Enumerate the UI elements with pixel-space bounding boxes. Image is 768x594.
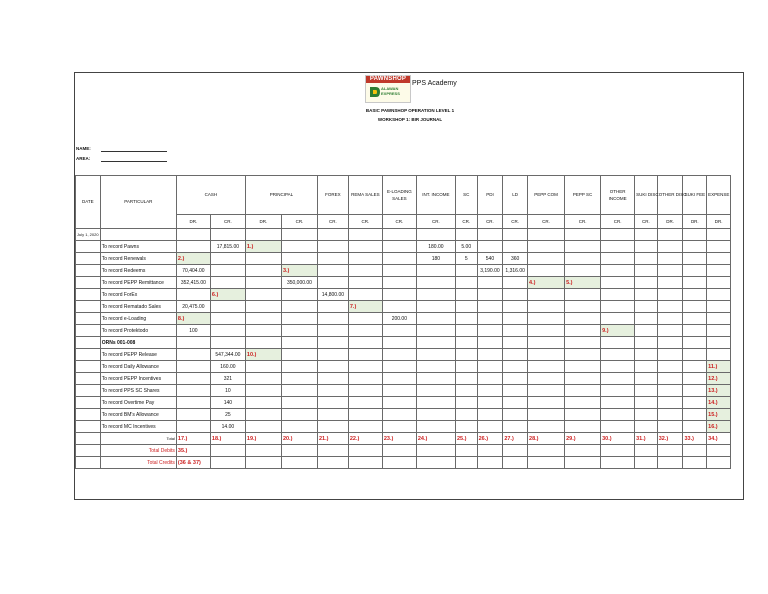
answer-ref: 30.): [602, 435, 612, 442]
journal-table: [75, 175, 731, 469]
row-particular: To record Redeems: [100, 265, 176, 277]
table-row: [76, 253, 731, 265]
row-particular: To record Rematado Sales: [100, 301, 176, 313]
table-row: [76, 421, 731, 433]
answer-ref: 2.): [177, 255, 185, 262]
row-particular: To record Pawns: [100, 241, 176, 253]
answer-ref: 5.): [566, 279, 573, 286]
total-credits-row: [76, 457, 731, 469]
table-row: [76, 385, 731, 397]
cash-cr-value: 140: [210, 397, 245, 409]
answer-ref: 26.): [478, 435, 489, 442]
pawnshop-logo: [365, 75, 411, 103]
answer-ref: 22.): [349, 435, 360, 442]
cash-cr-value: 547,344.00: [210, 349, 245, 361]
row-particular: To record ForEx: [100, 289, 176, 301]
cash-dr-value: 20,475.00: [176, 301, 210, 313]
answer-ref: 18.): [211, 435, 222, 442]
cash-cr-value: 160.00: [210, 361, 245, 373]
answer-ref: 6.): [211, 291, 219, 298]
col-pdi: PDI: [477, 176, 503, 215]
journal-sheet: [74, 72, 744, 500]
forex-value: 14,800.00: [317, 289, 348, 301]
total-debits-label: Total Debits: [100, 445, 176, 457]
col-date: DATE: [76, 176, 101, 229]
sub-cash-cr: CR.: [210, 215, 245, 229]
col-expense: EXPENSE: [707, 176, 731, 215]
col-suki-disc: SUKI DISC: [635, 176, 658, 215]
col-pepp-com: PEPP COM: [528, 176, 565, 215]
answer-ref: 16.): [708, 423, 718, 430]
table-row: [76, 337, 731, 349]
ld-value: 360: [503, 253, 528, 265]
answer-ref: 3.): [282, 267, 290, 274]
col-cash: CASH: [176, 176, 245, 215]
col-other-disc: OTHER DISC: [657, 176, 683, 215]
sub-rema-cr: CR.: [348, 215, 382, 229]
col-rema-sales: REMA SALES: [348, 176, 382, 215]
answer-ref: 19.): [246, 435, 257, 442]
principal-cr-value: 350,000.00: [281, 277, 317, 289]
row-particular: To record MC Incentives: [100, 421, 176, 433]
answer-ref: 13.): [708, 387, 718, 394]
answer-ref: 20.): [282, 435, 293, 442]
sc-value: 5.00: [455, 241, 477, 253]
col-principal: PRINCIPAL: [245, 176, 317, 215]
answer-ref: (36 & 37): [177, 459, 201, 466]
table-row: [76, 229, 731, 241]
table-row: [76, 361, 731, 373]
row-particular: To record Daily Allowance: [100, 361, 176, 373]
answer-ref: 32.): [658, 435, 669, 442]
answer-ref: 17.): [177, 435, 188, 442]
logo-title: PAWNSHOP: [366, 76, 410, 83]
answer-ref: 7.): [349, 303, 357, 310]
answer-ref: 29.): [566, 435, 576, 442]
col-sc: SC: [455, 176, 477, 215]
sub-eload-cr: CR.: [382, 215, 416, 229]
col-ld: LD: [503, 176, 528, 215]
sub-peppsc-cr: CR.: [565, 215, 601, 229]
table-row: [76, 301, 731, 313]
name-label: NAME:: [76, 146, 91, 151]
row-particular: To record Renewals: [100, 253, 176, 265]
col-pepp-sc: PEPP SC: [565, 176, 601, 215]
logo-mark-icon: [369, 85, 381, 99]
row-particular: To record BM's Allowance: [100, 409, 176, 421]
sub-other-cr: CR.: [601, 215, 635, 229]
academy-label: PPS Academy: [412, 80, 457, 87]
row-particular: To record Overtime Pay: [100, 397, 176, 409]
table-row: [76, 289, 731, 301]
row-particular: To record e-Loading: [100, 313, 176, 325]
sub-principal-cr: CR.: [281, 215, 317, 229]
cash-cr-value: 10: [210, 385, 245, 397]
doc-subtitle: WORKSHOP 1: BIR JOURNAL: [377, 117, 443, 122]
table-row: [76, 277, 731, 289]
answer-ref: 24.): [417, 435, 428, 442]
answer-ref: 9.): [602, 327, 609, 334]
answer-ref: 10.): [246, 351, 257, 358]
logo-sub-express: EXPRESS: [381, 91, 400, 96]
answer-ref: 25.): [456, 435, 467, 442]
row-particular: ORNs 001-008: [100, 337, 176, 349]
table-row: [76, 409, 731, 421]
sub-principal-dr: DR.: [245, 215, 281, 229]
answer-ref: 35.): [177, 447, 188, 454]
answer-ref: 31.): [636, 435, 646, 442]
answer-ref: 4.): [529, 279, 536, 286]
eloading-value: 200.00: [382, 313, 416, 325]
sub-ld-cr: CR.: [503, 215, 528, 229]
cash-cr-value: 17,815.00: [210, 241, 245, 253]
table-row: [76, 241, 731, 253]
answer-ref: 28.): [529, 435, 539, 442]
logo-sub-alawan: ALAWAN: [381, 86, 399, 91]
answer-ref: 14.): [708, 399, 718, 406]
row-particular: To record Protektodo: [100, 325, 176, 337]
row-particular: To record PEPP Release: [100, 349, 176, 361]
cash-cr-value: 321: [210, 373, 245, 385]
row-date: July 1, 2020: [76, 229, 101, 241]
int-income-value: 180.00: [416, 241, 455, 253]
col-forex: FOREX: [317, 176, 348, 215]
sub-otherdisc-dr: DR.: [657, 215, 683, 229]
table-row: [76, 265, 731, 277]
total-row: [76, 433, 731, 445]
answer-ref: 1.): [246, 243, 254, 250]
answer-ref: 34.): [708, 435, 718, 442]
table-row: [76, 313, 731, 325]
total-label: Total: [100, 433, 176, 445]
row-particular: To record PEPP Remittance: [100, 277, 176, 289]
row-particular: To record PPS SC Shares: [100, 385, 176, 397]
sc-value: 5: [455, 253, 477, 265]
col-particular: PARTICULAR: [100, 176, 176, 229]
table-row: [76, 325, 731, 337]
sub-peppcom-cr: CR.: [528, 215, 565, 229]
area-field[interactable]: [101, 161, 167, 162]
answer-ref: 21.): [318, 435, 329, 442]
sub-expense-dr: DR.: [707, 215, 731, 229]
col-int-income: INT. INCOME: [416, 176, 455, 215]
table-row: [76, 349, 731, 361]
sub-sukifee-dr: DR.: [683, 215, 707, 229]
ld-value: 1,316.00: [503, 265, 528, 277]
cash-dr-value: 100: [176, 325, 210, 337]
int-income-value: 180: [416, 253, 455, 265]
total-credits-label: Total Credits: [100, 457, 176, 469]
sub-cash-dr: DR.: [176, 215, 210, 229]
answer-ref: 12.): [708, 375, 718, 382]
area-label: AREA:: [76, 156, 91, 161]
cash-dr-value: 352,415.00: [176, 277, 210, 289]
sub-int-cr: CR.: [416, 215, 455, 229]
cash-cr-value: 14.00: [210, 421, 245, 433]
sub-sukidisc-cr: CR.: [635, 215, 658, 229]
pdi-value: 540: [477, 253, 503, 265]
total-debits-row: [76, 445, 731, 457]
answer-ref: 11.): [708, 363, 718, 370]
answer-ref: 8.): [177, 315, 185, 322]
row-particular: To record PEPP Incentives: [100, 373, 176, 385]
answer-ref: 15.): [708, 411, 718, 418]
pdi-value: 3,190.00: [477, 265, 503, 277]
table-row: [76, 373, 731, 385]
col-eloading: E-LOADING SALES: [382, 176, 416, 215]
col-suki-fee: SUKI FEE: [683, 176, 707, 215]
doc-title: BASIC PAWNSHOP OPERATION LEVEL 1: [365, 108, 455, 113]
name-field[interactable]: [101, 151, 167, 152]
answer-ref: 27.): [504, 435, 514, 442]
answer-ref: 23.): [383, 435, 394, 442]
sub-sc-cr: CR.: [455, 215, 477, 229]
sub-forex-cr: CR.: [317, 215, 348, 229]
cash-dr-value: 70,404.00: [176, 265, 210, 277]
answer-ref: 33.): [684, 435, 694, 442]
col-other-income: OTHER INCOME: [601, 176, 635, 215]
sub-pdi-cr: CR.: [477, 215, 503, 229]
table-row: [76, 397, 731, 409]
cash-cr-value: 25: [210, 409, 245, 421]
